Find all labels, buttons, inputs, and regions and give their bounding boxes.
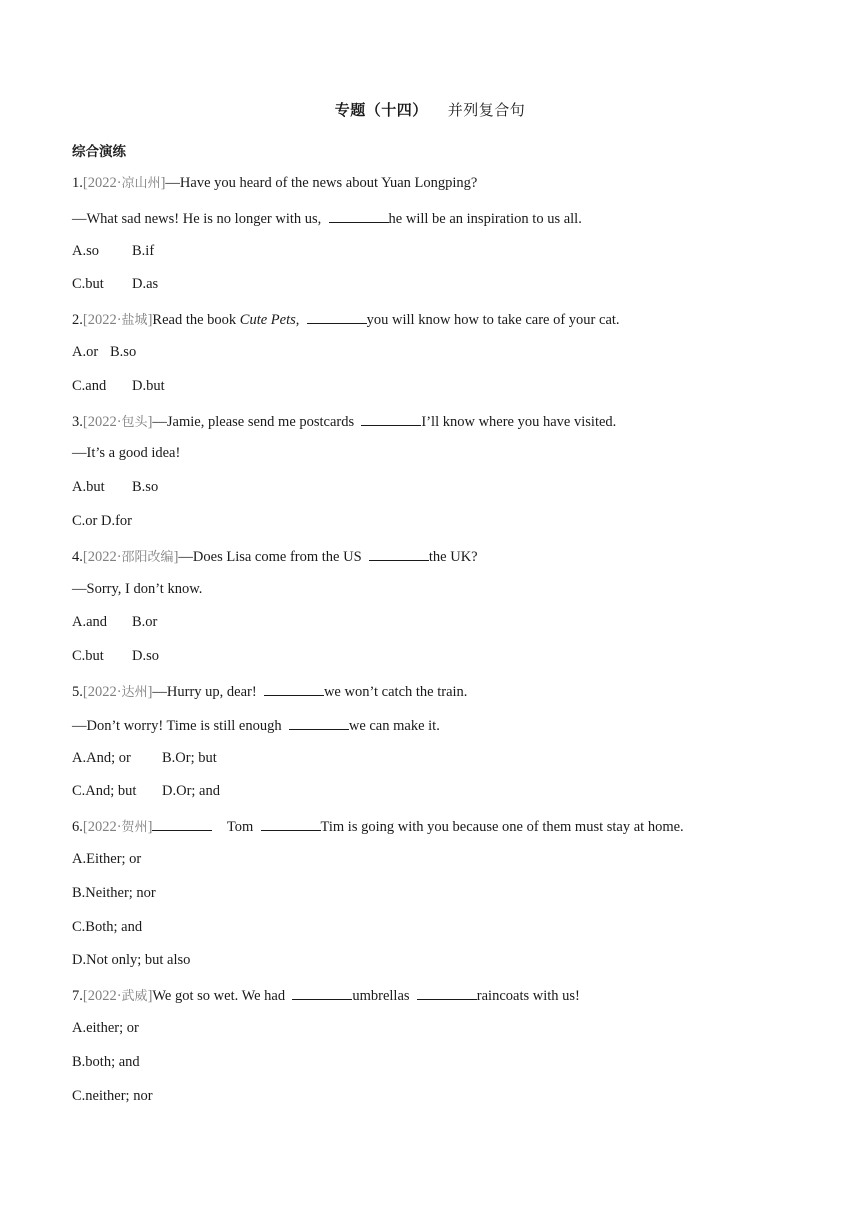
question-2-stem: 2.[2022·盐城]Read the book Cute Pets, you will know how to take care of your cat.	[72, 308, 812, 342]
question-6-option-b[interactable]: B.Neither; nor	[72, 884, 156, 901]
title-sub: 并列复合句	[447, 101, 526, 119]
option-d[interactable]: D.so	[132, 648, 159, 665]
option-d[interactable]: D.but	[132, 377, 165, 394]
question-3-stem: 3.[2022·包头]—Jamie, please send me postcards I’ll know where you have visited.	[72, 410, 812, 444]
page-title	[0, 99, 860, 120]
question-4-options-row-2	[72, 646, 812, 680]
question-6-option-c[interactable]: C.Both; and	[72, 918, 143, 935]
option-a[interactable]: A.so	[72, 242, 99, 259]
question-source: [2022·盐城]	[82, 312, 153, 329]
question-7-option-c[interactable]: C.neither; nor	[72, 1087, 153, 1104]
answer-blank[interactable]	[361, 410, 421, 426]
question-4-reply: —Sorry, I don’t know.	[72, 580, 203, 597]
answer-blank[interactable]	[307, 308, 367, 324]
option-c[interactable]: C.And; but	[72, 783, 137, 800]
question-source: [2022·武威]	[82, 988, 153, 1005]
option-d[interactable]: D.Or; and	[162, 783, 220, 800]
option-b[interactable]: B.if	[132, 242, 155, 259]
option-a[interactable]: A.or	[72, 343, 99, 360]
question-6-option-d[interactable]: D.Not only; but also	[72, 952, 191, 969]
question-7-stem: 7.[2022·武威]We got so wet. We had umbrellas raincoats with us!	[72, 984, 812, 1018]
question-source: [2022·包头]	[82, 413, 153, 430]
question-5-options-row-1	[72, 748, 812, 782]
question-5-stem: 5.[2022·达州]—Hurry up, dear! we won’t catch the train.	[72, 680, 812, 714]
question-source: [2022·凉山州]	[82, 175, 166, 191]
question-7-option-a[interactable]: A.either; or	[72, 1019, 139, 1036]
option-a[interactable]: A.but	[72, 479, 105, 496]
answer-blank[interactable]	[417, 984, 477, 1000]
question-5-reply: —Don’t worry! Time is still enough we can make it.	[72, 714, 812, 748]
book-title: Cute Pets	[239, 312, 296, 329]
answer-blank[interactable]	[261, 815, 321, 831]
answer-blank[interactable]	[264, 680, 324, 696]
question-source: [2022·达州]	[82, 683, 153, 700]
question-6-stem: 6.[2022·贺州] Tom Tim is going with you because one of them must stay at home.	[72, 815, 812, 849]
question-4-stem: 4.[2022·邵阳改编]—Does Lisa come from the US the UK?	[72, 545, 812, 579]
option-b[interactable]: B.so	[110, 343, 137, 360]
answer-blank[interactable]	[292, 984, 352, 1000]
title-main: 专题（十四）	[334, 101, 428, 119]
section-heading: 综合演练	[72, 144, 126, 160]
answer-blank[interactable]	[152, 815, 212, 831]
question-7-option-b[interactable]: B.both; and	[72, 1053, 140, 1070]
question-6-option-a[interactable]: A.Either; or	[72, 850, 142, 867]
option-d[interactable]: D.as	[132, 276, 159, 293]
option-b[interactable]: B.so	[132, 479, 159, 496]
question-1-options-row-2	[72, 274, 812, 308]
option-a[interactable]: A.And; or	[72, 749, 131, 766]
option-c[interactable]: C.but	[72, 648, 104, 665]
answer-blank[interactable]	[329, 207, 389, 223]
question-4-options-row-1	[72, 612, 812, 646]
answer-blank[interactable]	[369, 545, 429, 561]
question-2-options-row-2	[72, 376, 812, 410]
option-d[interactable]: D.for	[101, 512, 133, 529]
option-c[interactable]: C.and	[72, 377, 107, 394]
option-b[interactable]: B.Or; but	[162, 749, 217, 766]
option-c[interactable]: C.but	[72, 276, 104, 293]
answer-blank[interactable]	[289, 714, 349, 730]
question-source: [2022·邵阳改编]	[82, 548, 179, 565]
question-3-options-row-2	[72, 511, 812, 545]
question-1-stem: 1.[2022·凉山州]—Have you heard of the news about Yuan Longping?	[72, 175, 478, 191]
question-1-reply: —What sad news! He is no longer with us, he will be an inspiration to us all.	[72, 207, 812, 241]
option-a[interactable]: A.and	[72, 614, 108, 631]
question-5-options-row-2	[72, 781, 812, 815]
question-source: [2022·贺州]	[82, 819, 153, 836]
question-3-options-row-1	[72, 477, 812, 511]
question-list	[72, 173, 812, 1119]
question-2-options-row-1	[72, 342, 812, 376]
option-c[interactable]: C.or	[72, 512, 98, 529]
question-1-options-row-1	[72, 241, 812, 275]
option-b[interactable]: B.or	[132, 614, 158, 631]
question-3-reply: —It’s a good idea!	[72, 445, 181, 462]
